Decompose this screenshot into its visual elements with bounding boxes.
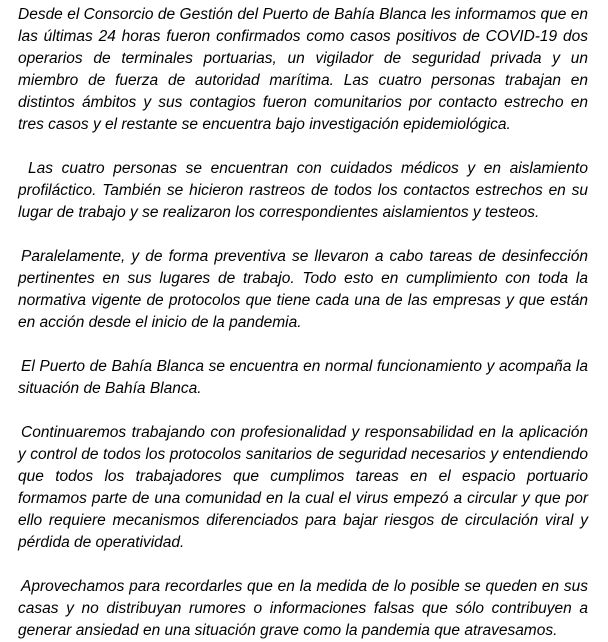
paragraph-port-operation: El Puerto de Bahía Blanca se encuentra en normal funcionamiento y acompaña la situación de Bahía Blanca. <box>18 358 588 397</box>
paragraph-stay-home: Aprovechamos para recordarles que en la medida de lo posible se queden en sus casas y no distribuyan rumores o informaciones falsas que sólo contribuyen a generar ansiedad en una situación grave como la pandemia que atravesamos. <box>18 578 588 639</box>
paragraph-protocols: Continuaremos trabajando con profesionalidad y responsabilidad en la aplicación y control de todos los protocolos sanitarios de seguridad necesarios y entendiendo que todos los trabajadores que cumplimos tareas en el espacio portuario formamos parte de una comunidad en la cual el virus empezó a circular y que por ello requiere mecanismos diferenciados para bajar riesgos de circulación viral y pérdida de operatividad. <box>18 424 588 551</box>
paragraph-covid-cases: Desde el Consorcio de Gestión del Puerto de Bahía Blanca les informamos que en las últimas 24 horas fueron confirmados como casos positivos de COVID-19 dos operarios de terminales portuarias, un vigilador de seguridad privada y un miembro de fuerza de autoridad marítima. Las cuatro personas trabajan en distintos ámbitos y sus contagios fueron comunitarios por contacto estrecho en tres casos y el restante se encuentra bajo investigación epidemiológica. <box>18 6 588 133</box>
paragraph-medical-care: Las cuatro personas se encuentran con cuidados médicos y en aislamiento profiláctico. También se hicieron rastreos de todos los contactos estrechos en su lugar de trabajo y se realizaron los correspondientes aislamientos y testeos. <box>18 160 588 221</box>
press-release-body <box>18 4 588 642</box>
paragraph-disinfection: Paralelamente, y de forma preventiva se llevaron a cabo tareas de desinfección pertinentes en sus lugares de trabajo. Todo esto en cumplimiento con toda la normativa vigente de protocolos que tiene cada una de las empresas y que están en acción desde el inicio de la pandemia. <box>18 248 588 331</box>
